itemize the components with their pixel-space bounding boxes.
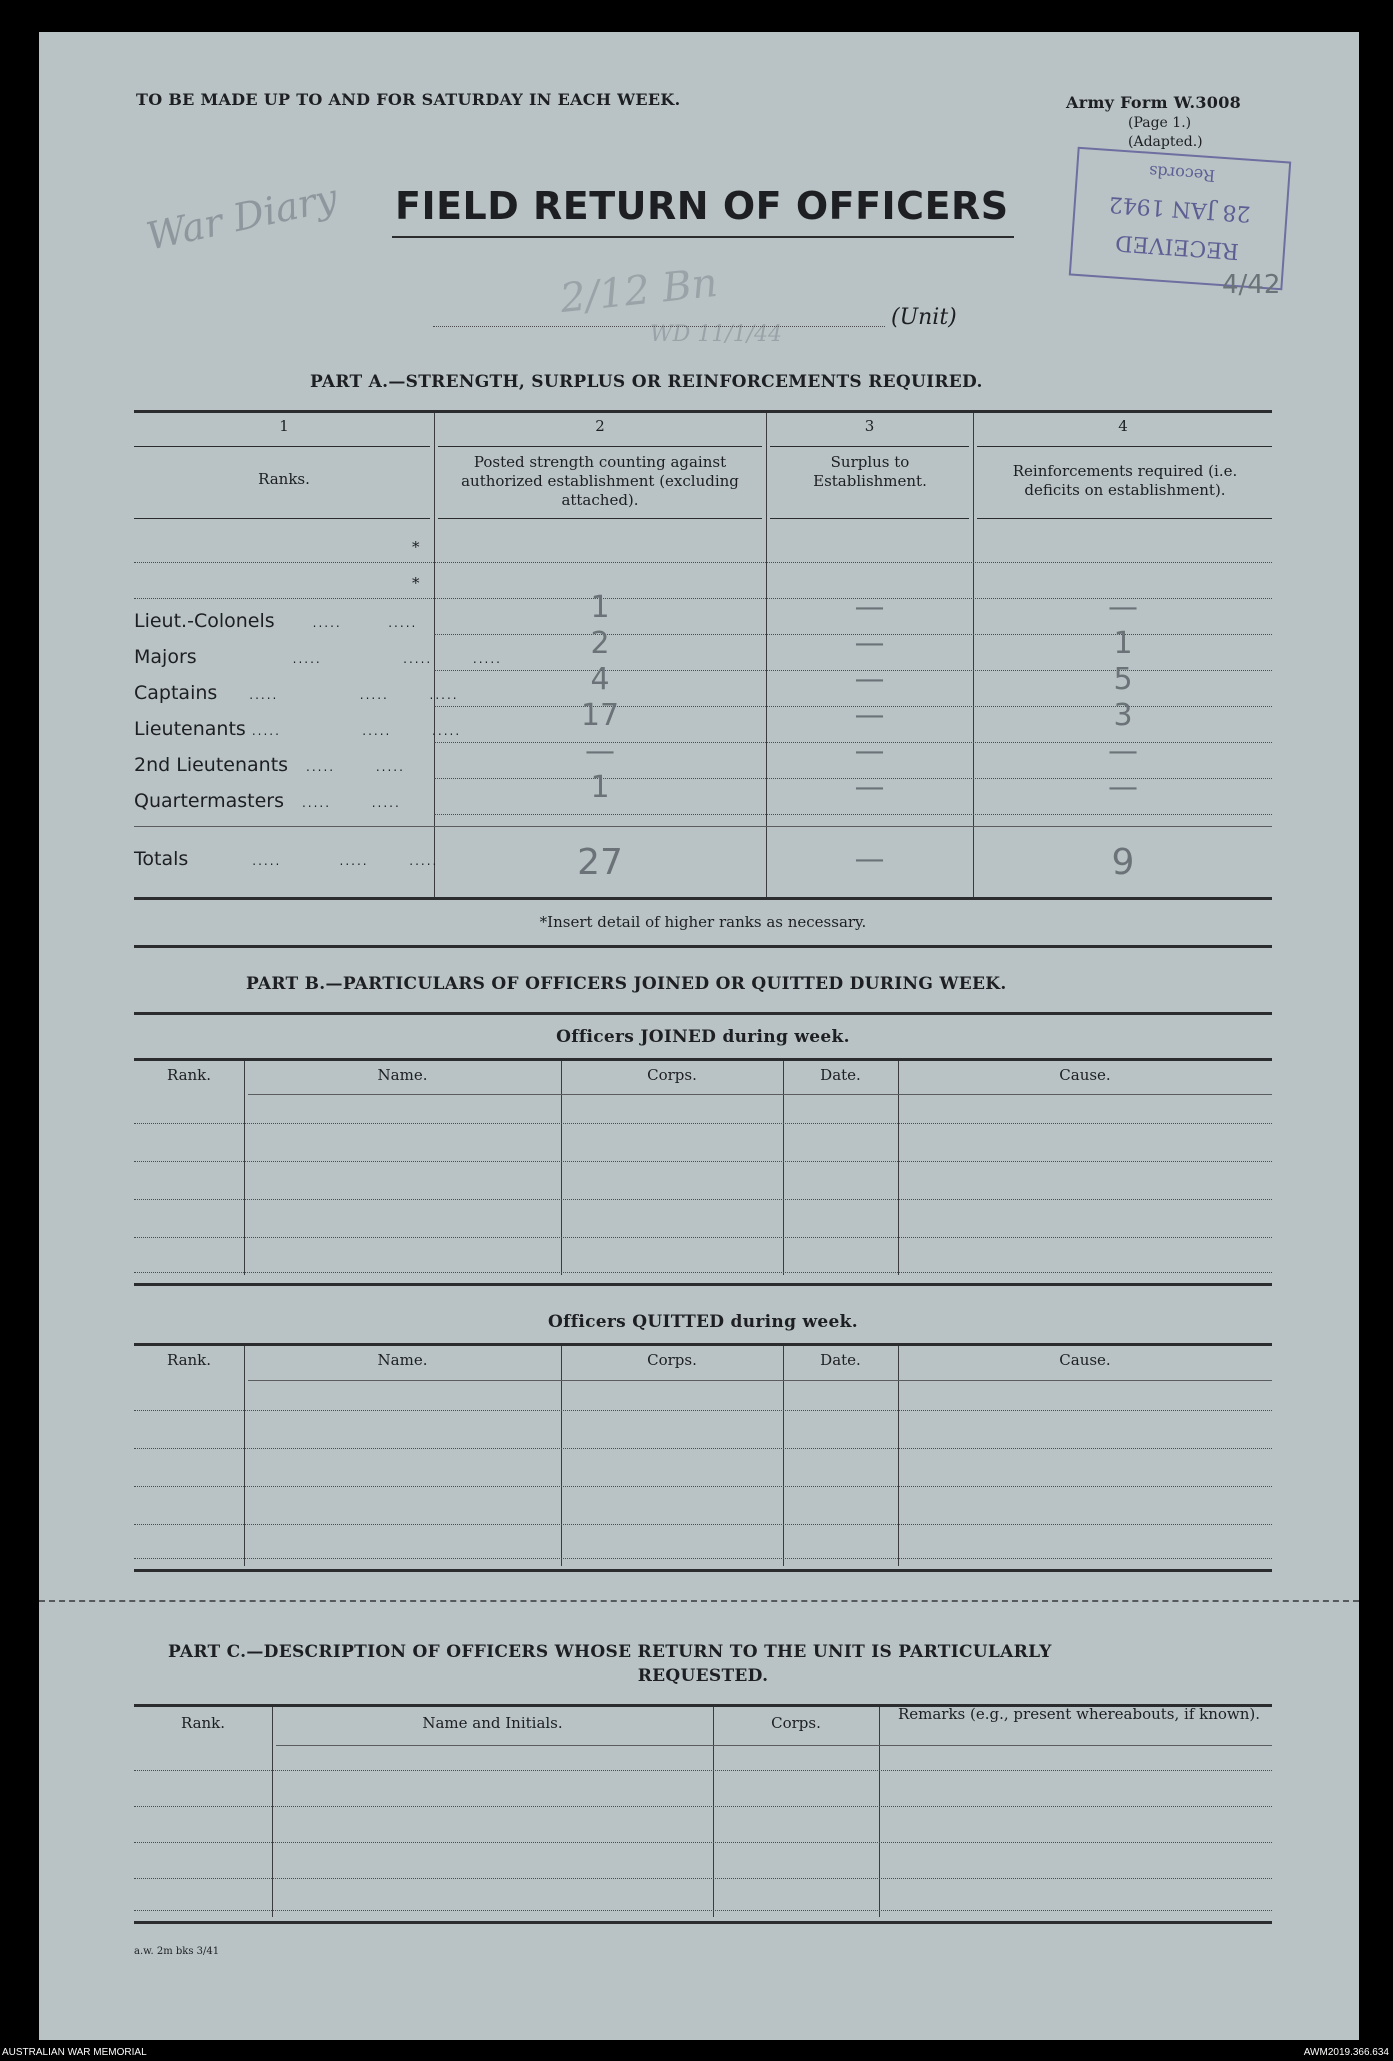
posted-lt-col: 1 [590, 590, 610, 625]
quitted-title: Officers QUITTED during week. [548, 1312, 858, 1332]
part-c-heading-2: REQUESTED. [637, 1666, 769, 1686]
c-col-corps: Corps. [771, 1714, 821, 1732]
quitted-entry-row[interactable] [134, 1486, 1272, 1487]
quitted-entry-row[interactable] [134, 1524, 1272, 1525]
archive-footer [0, 2047, 1393, 2061]
rank-row-captains: Captains ..... ..... ..... [134, 682, 459, 704]
form-adapted: (Adapted.) [1128, 134, 1203, 150]
col-4-number: 4 [1118, 417, 1128, 435]
perforation-line [39, 1600, 1359, 1602]
asterisk-2: * [412, 574, 420, 592]
surplus-lieutenants: — [854, 698, 885, 733]
col-reinf-header: Reinforcements required (i.e. deficits on establishment). [1012, 462, 1238, 499]
surplus-quartermasters: — [854, 770, 885, 805]
total-posted: 27 [577, 842, 623, 883]
part-b-heading: PART B.—PARTICULARS OF OFFICERS JOINED OR QUITTED DURING WEEK. [246, 974, 1007, 994]
joined-col-rank: Rank. [166, 1066, 212, 1084]
quitted-entry-row[interactable] [134, 1448, 1272, 1449]
c-col-rank: Rank. [180, 1714, 226, 1732]
received-stamp: Records 28 JAN 1942 RECEIVED [1069, 147, 1291, 291]
quitted-entry-row[interactable] [134, 1558, 1272, 1559]
part-c-entry-row[interactable] [134, 1806, 1272, 1807]
c-col-remarks: Remarks (e.g., present whereabouts, if known). [897, 1705, 1261, 1723]
part-c-entry-row[interactable] [134, 1878, 1272, 1879]
joined-col-cause: Cause. [1059, 1066, 1111, 1084]
part-a-top-rule [134, 410, 1272, 413]
rank-row-lt-col: Lieut.-Colonels ..... ..... [134, 610, 418, 632]
part-a-footnote: *Insert detail of higher ranks as necessary. [539, 913, 867, 931]
print-code: a.w. 2m bks 3/41 [134, 1946, 220, 1957]
col-1-number: 1 [279, 417, 289, 435]
surplus-2nd-lieutenants: — [854, 734, 885, 769]
joined-entry-row[interactable] [134, 1272, 1272, 1273]
quitted-col-name: Name. [377, 1351, 428, 1369]
top-instruction: TO BE MADE UP TO AND FOR SATURDAY IN EACH WEEK. [136, 90, 681, 109]
posted-lieutenants: 17 [580, 698, 620, 733]
title-underline [392, 236, 1014, 238]
form-page: (Page 1.) [1128, 115, 1192, 131]
quitted-col-cause: Cause. [1059, 1351, 1111, 1369]
col-ranks-header: Ranks. [258, 470, 310, 488]
joined-entry-row[interactable] [134, 1199, 1272, 1200]
quitted-entry-row[interactable] [134, 1410, 1272, 1411]
unit-date: WD 11/1/44 [650, 322, 783, 347]
quitted-col-date: Date. [820, 1351, 861, 1369]
col-3-number: 3 [864, 417, 875, 435]
unit-field[interactable] [433, 326, 885, 327]
joined-entry-row[interactable] [134, 1237, 1272, 1238]
surplus-captains: — [854, 662, 885, 697]
footer-left: AUSTRALIAN WAR MEMORIAL [2, 2047, 147, 2058]
total-reinf: 9 [1111, 842, 1135, 883]
joined-entry-row[interactable] [134, 1123, 1272, 1124]
posted-quartermasters: 1 [590, 770, 610, 805]
joined-col-corps: Corps. [647, 1066, 697, 1084]
rank-row-quartermasters: Quartermasters ..... ..... [134, 790, 401, 812]
c-col-name: Name and Initials. [422, 1714, 563, 1732]
part-c-heading: PART C.—DESCRIPTION OF OFFICERS WHOSE RETURN TO THE UNIT IS PARTICULARLY [168, 1642, 1052, 1662]
reinf-quartermasters: — [1108, 770, 1138, 805]
stamp-handwritten: 4/42 [1222, 270, 1281, 300]
reinf-majors: 1 [1113, 626, 1133, 661]
rank-row-lieutenants: Lieutenants ..... ..... ..... [134, 718, 462, 740]
rank-row-majors: Majors ..... ..... ..... [134, 646, 502, 668]
surplus-majors: — [854, 626, 885, 661]
posted-majors: 2 [590, 626, 610, 661]
footer-right: AWM2019.366.634 [1303, 2047, 1389, 2058]
unit-label: (Unit) [891, 305, 957, 330]
reinf-lt-col: — [1108, 590, 1138, 625]
joined-entry-row[interactable] [134, 1161, 1272, 1162]
joined-col-name: Name. [377, 1066, 428, 1084]
quitted-col-corps: Corps. [647, 1351, 697, 1369]
col-surplus-header: Surplus to Establishment. [813, 453, 927, 490]
reinf-lieutenants: 3 [1113, 698, 1133, 733]
page-title: FIELD RETURN OF OFFICERS [395, 184, 1009, 228]
reinf-captains: 5 [1113, 662, 1133, 697]
col-2-number: 2 [595, 417, 605, 435]
part-a-heading: PART A.—STRENGTH, SURPLUS OR REINFORCEMENTS REQUIRED. [310, 372, 983, 392]
rank-row-2nd-lieutenants: 2nd Lieutenants ..... ..... [134, 754, 405, 776]
posted-2nd-lieutenants: — [585, 734, 615, 769]
col-posted-header: Posted strength counting against authorized establishment (excluding attached). [461, 453, 739, 509]
posted-captains: 4 [590, 662, 610, 697]
part-c-entry-row[interactable] [134, 1910, 1272, 1911]
reinf-2nd-lieutenants: — [1108, 734, 1138, 769]
form-number: Army Form W.3008 [1066, 93, 1242, 112]
joined-col-date: Date. [820, 1066, 861, 1084]
surplus-lt-col: — [854, 590, 885, 625]
part-c-entry-row[interactable] [134, 1842, 1272, 1843]
quitted-col-rank: Rank. [166, 1351, 212, 1369]
totals-row: Totals ..... ..... ..... [134, 848, 439, 870]
part-c-entry-row[interactable] [134, 1770, 1272, 1771]
asterisk-1: * [412, 538, 420, 556]
joined-title: Officers JOINED during week. [556, 1027, 850, 1047]
unit-pencil: 2/12 Bn [558, 259, 720, 323]
total-surplus: — [854, 842, 885, 877]
pencil-note: War Diary [142, 175, 342, 259]
